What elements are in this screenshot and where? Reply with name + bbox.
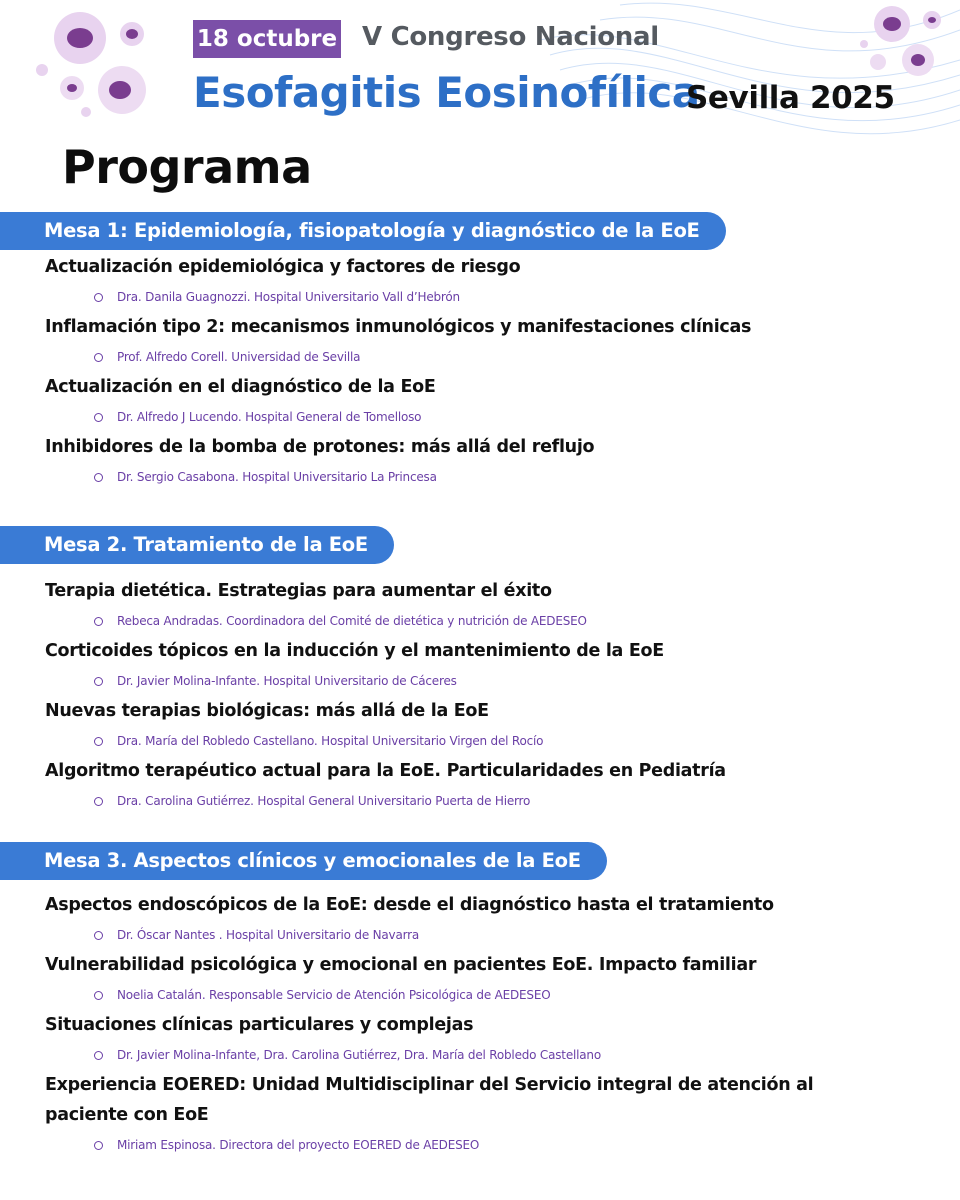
talk-speaker <box>94 282 960 312</box>
talk-title: Nuevas terapias biológicas: más allá de la EoE <box>45 701 489 721</box>
talk-speaker <box>94 1040 960 1070</box>
talk-item <box>0 696 960 756</box>
speaker-text: Dra. Carolina Gutiérrez. Hospital General Universitario Puerta de Hierro <box>117 794 531 808</box>
talk-speaker <box>94 666 960 696</box>
circle-bullet-icon <box>94 991 103 1000</box>
speaker-text: Dr. Sergio Casabona. Hospital Universitario La Princesa <box>117 470 437 484</box>
talk-title: Terapia dietética. Estrategias para aumentar el éxito <box>45 581 552 601</box>
talk-title: Actualización en el diagnóstico de la EoE <box>45 377 436 397</box>
date-badge: 18 octubre <box>193 20 341 58</box>
talk-list <box>0 252 960 492</box>
talk-list <box>0 890 960 1160</box>
speaker-text: Dra. Danila Guagnozzi. Hospital Universitario Vall d’Hebrón <box>117 290 460 304</box>
talk-speaker <box>94 462 960 492</box>
congress-edition: V Congreso Nacional <box>362 22 659 52</box>
talk-title: Vulnerabilidad psicológica y emocional en pacientes EoE. Impacto familiar <box>45 955 757 975</box>
speaker-text: Dr. Javier Molina-Infante, Dra. Carolina Gutiérrez, Dra. María del Robledo Castellano <box>117 1048 601 1062</box>
section-header: Mesa 1: Epidemiología, fisiopatología y diagnóstico de la EoE <box>0 212 726 250</box>
eosinophil-cells-right-decoration <box>858 2 948 82</box>
talk-title: Aspectos endoscópicos de la EoE: desde el diagnóstico hasta el tratamiento <box>45 895 774 915</box>
speaker-text: Dra. María del Robledo Castellano. Hospital Universitario Virgen del Rocío <box>117 734 544 748</box>
talk-title: Experiencia EOERED: Unidad Multidisciplinar del Servicio integral de atención al paciente con EoE <box>45 1075 814 1125</box>
speaker-text: Dr. Javier Molina-Infante. Hospital Universitario de Cáceres <box>117 674 457 688</box>
talk-item <box>0 1070 960 1160</box>
talk-item <box>0 950 960 1010</box>
talk-item <box>0 756 960 816</box>
talk-item <box>0 890 960 950</box>
circle-bullet-icon <box>94 413 103 422</box>
talk-speaker <box>94 402 960 432</box>
talk-list <box>0 576 960 816</box>
circle-bullet-icon <box>94 617 103 626</box>
talk-item <box>0 636 960 696</box>
circle-bullet-icon <box>94 353 103 362</box>
talk-speaker <box>94 786 960 816</box>
circle-bullet-icon <box>94 737 103 746</box>
event-title: Esofagitis Eosinofílica <box>193 68 700 117</box>
talk-item <box>0 432 960 492</box>
circle-bullet-icon <box>94 677 103 686</box>
talk-title: Actualización epidemiológica y factores de riesgo <box>45 257 521 277</box>
program-section <box>0 212 960 492</box>
talk-speaker <box>94 920 960 950</box>
talk-item <box>0 312 960 372</box>
speaker-text: Dr. Óscar Nantes . Hospital Universitario de Navarra <box>117 928 420 942</box>
circle-bullet-icon <box>94 473 103 482</box>
eosinophil-cells-left-decoration <box>30 8 160 118</box>
talk-item <box>0 576 960 636</box>
talk-item <box>0 252 960 312</box>
talk-item <box>0 372 960 432</box>
talk-speaker <box>94 342 960 372</box>
speaker-text: Miriam Espinosa. Directora del proyecto EOERED de AEDESEO <box>117 1138 480 1152</box>
program-section <box>0 526 960 816</box>
speaker-text: Rebeca Andradas. Coordinadora del Comité de dietética y nutrición de AEDESEO <box>117 614 587 628</box>
talk-item <box>0 1010 960 1070</box>
speaker-text: Noelia Catalán. Responsable Servicio de Atención Psicológica de AEDESEO <box>117 988 551 1002</box>
circle-bullet-icon <box>94 293 103 302</box>
talk-title: Inhibidores de la bomba de protones: más allá del reflujo <box>45 437 595 457</box>
talk-title: Corticoides tópicos en la inducción y el mantenimiento de la EoE <box>45 641 664 661</box>
speaker-text: Dr. Alfredo J Lucendo. Hospital General de Tomelloso <box>117 410 422 424</box>
program-section <box>0 842 960 1160</box>
talk-speaker <box>94 980 960 1010</box>
circle-bullet-icon <box>94 1141 103 1150</box>
event-city-year: Sevilla 2025 <box>686 80 895 116</box>
talk-title: Situaciones clínicas particulares y complejas <box>45 1015 474 1035</box>
talk-title: Inflamación tipo 2: mecanismos inmunológicos y manifestaciones clínicas <box>45 317 752 337</box>
circle-bullet-icon <box>94 797 103 806</box>
talk-title: Algoritmo terapéutico actual para la EoE. Particularidades en Pediatría <box>45 761 726 781</box>
talk-speaker <box>94 726 960 756</box>
speaker-text: Prof. Alfredo Corell. Universidad de Sevilla <box>117 350 361 364</box>
section-header: Mesa 3. Aspectos clínicos y emocionales de la EoE <box>0 842 607 880</box>
talk-speaker <box>94 1130 960 1160</box>
circle-bullet-icon <box>94 931 103 940</box>
circle-bullet-icon <box>94 1051 103 1060</box>
section-header: Mesa 2. Tratamiento de la EoE <box>0 526 394 564</box>
talk-speaker <box>94 606 960 636</box>
page-title: Programa <box>62 140 312 194</box>
